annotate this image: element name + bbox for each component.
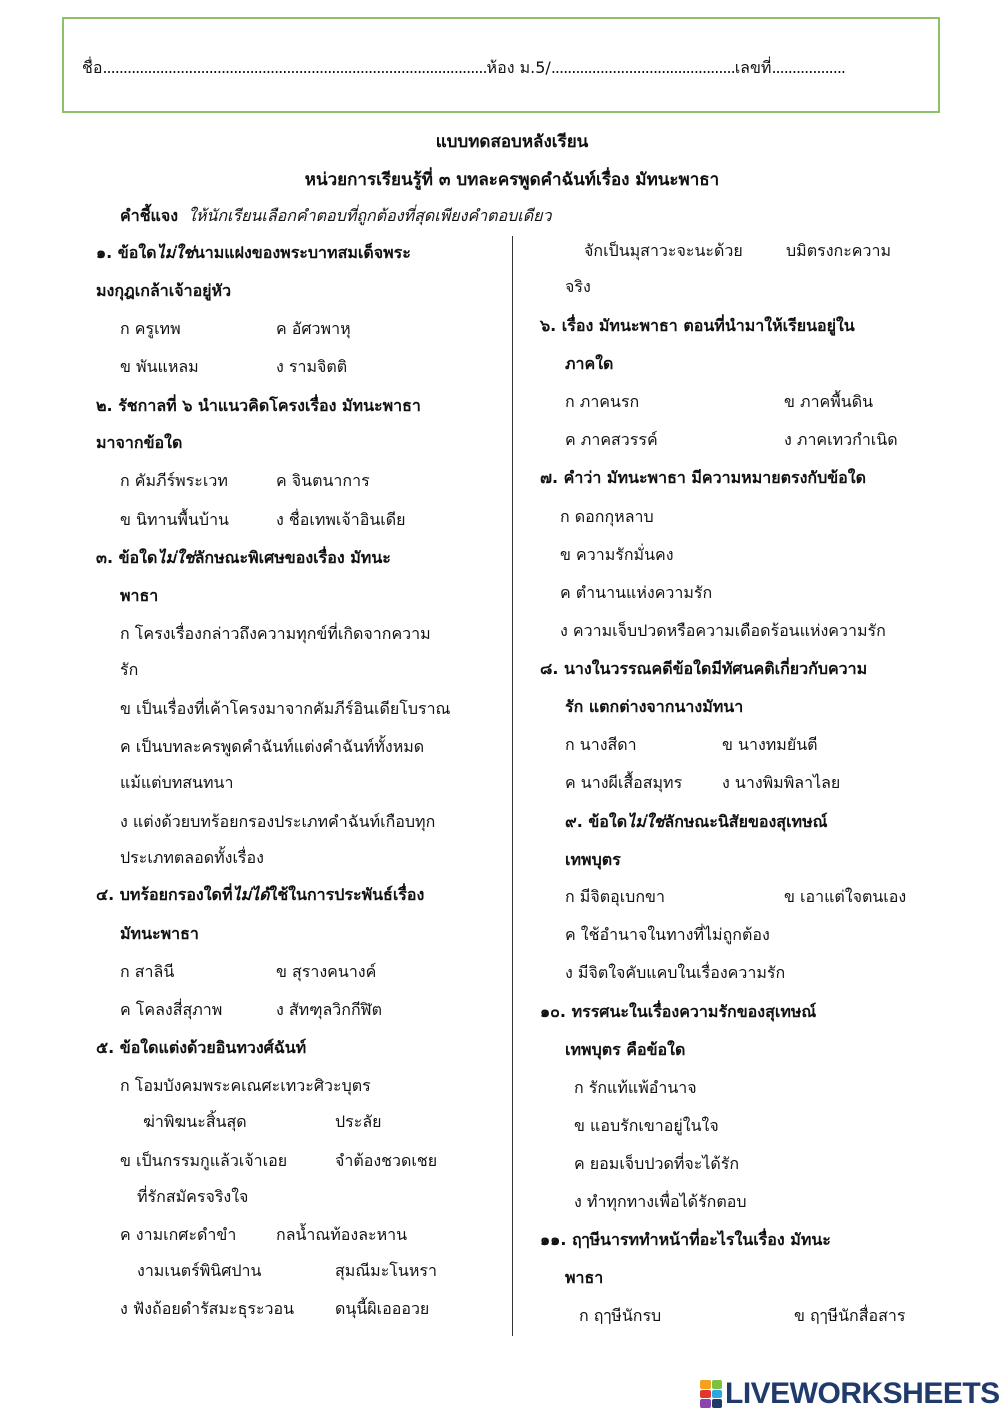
question-8-line2: รัก แตกต่างจากนางมัทนา (565, 697, 744, 716)
question-4: ๔. บทร้อยกรองใดที่ไม่ได้ใช้ในการประพันธ์เรื่อง (96, 885, 425, 904)
q5-option-c-cont-right: สุมณีมะโนหรา (335, 1261, 437, 1280)
q2-option-c[interactable]: ค จินตนาการ (276, 471, 370, 490)
q5-option-b-verse-right: จำต้องชวดเชย (335, 1151, 438, 1170)
page-subtitle: หน่วยการเรียนรู้ที่ ๓ บทละครพูดคำฉันท์เรื่อง มัทนะพาธา (304, 170, 720, 190)
q2-option-d[interactable]: ง ชื่อเทพเจ้าอินเดีย (276, 510, 406, 529)
instruction-text: ให้นักเรียนเลือกคำตอบที่ถูกต้องที่สุดเพียงคำตอบเดียว (188, 206, 552, 225)
q5-option-b[interactable]: ข เป็นกรรมกูแล้วเจ้าเอย (120, 1151, 288, 1170)
question-11: ๑๑. ฤๅษีนารททำหน้าที่อะไรในเรื่อง มัทนะ (540, 1230, 831, 1249)
question-2: ๒. รัชกาลที่ ๖ นำแนวคิดโครงเรื่อง มัทนะพาธา (96, 396, 421, 415)
q10-option-a[interactable]: ก รักแท้แพ้อำนาจ (574, 1078, 697, 1097)
q3-option-d-cont: ประเภทตลอดทั้งเรื่อง (120, 848, 264, 867)
q9-option-b[interactable]: ข เอาแต่ใจตนเอง (784, 887, 907, 906)
q6-option-d[interactable]: ง ภาคเทวกำเนิด (784, 430, 898, 449)
name-field[interactable]: .............................................................................................. (102, 58, 487, 77)
q8-option-c[interactable]: ค นางผีเสื้อสมุทร (565, 773, 683, 792)
q5-option-d-cont-end: จริง (565, 277, 591, 296)
column-divider (512, 236, 513, 1336)
q6-option-c[interactable]: ค ภาคสวรรค์ (565, 430, 658, 449)
q10-option-c[interactable]: ค ยอมเจ็บปวดที่จะได้รัก (574, 1154, 740, 1173)
q10-option-d[interactable]: ง ทำทุกทางเพื่อได้รักตอบ (574, 1192, 747, 1211)
q7-option-b[interactable]: ข ความรักมั่นคง (560, 545, 674, 564)
q6-option-b[interactable]: ข ภาคพื้นดิน (784, 392, 874, 411)
number-field[interactable]: .................. (771, 58, 845, 77)
q5-option-c-cont-left: งามเนตร์พินิศปาน (137, 1261, 262, 1280)
q9-option-a[interactable]: ก มีจิตอุเบกขา (565, 887, 665, 906)
q3-option-a-cont: รัก (120, 660, 139, 679)
page-title: แบบทดสอบหลังเรียน (435, 132, 589, 152)
q11-option-b[interactable]: ข ฤๅษีนักสื่อสาร (794, 1306, 906, 1325)
question-3: ๓. ข้อใดไม่ใช่ลักษณะพิเศษของเรื่อง มัทนะ (96, 548, 391, 567)
q2-option-b[interactable]: ข นิทานพื้นบ้าน (120, 510, 229, 529)
q5-option-d-cont-left: จักเป็นมุสาวะจะนะด้วย (584, 241, 743, 260)
name-label: ชื่อ (82, 58, 103, 77)
q5-option-a-verse-left: ฆ่าพิฆนะสิ้นสุด (143, 1112, 247, 1131)
q2-option-a[interactable]: ก คัมภีร์พระเวท (120, 471, 228, 490)
q5-option-d-cont-right: บมิตรงกะความ (786, 241, 891, 260)
question-10: ๑๐. ทรรศนะในเรื่องความรักของสุเทษณ์ (540, 1002, 817, 1021)
question-10-line2: เทพบุตร คือข้อใด (565, 1040, 686, 1059)
question-11-line2: พาธา (565, 1268, 604, 1287)
q3-option-d[interactable]: ง แต่งด้วยบทร้อยกรองประเภทคำฉันท์เกือบทุก (120, 812, 436, 831)
q4-option-d[interactable]: ง สัทฑุลวิกกีฬิต (276, 1000, 382, 1019)
q8-option-a[interactable]: ก นางสีดา (565, 735, 637, 754)
question-4-line2: มัทนะพาธา (120, 924, 199, 943)
liveworksheets-logo-text: LIVEWORKSHEETS (725, 1377, 1000, 1410)
q3-option-b[interactable]: ข เป็นเรื่องที่เค้าโครงมาจากคัมภีร์อินเดียโบราณ (120, 699, 451, 718)
room-label: ห้อง ม.5/ (486, 58, 551, 77)
number-label: เลขที่ (734, 58, 772, 77)
question-6: ๖. เรื่อง มัทนะพาธา ตอนที่นำมาให้เรียนอยู่ใน (540, 316, 855, 335)
question-6-line2: ภาคใด (565, 354, 614, 373)
q9-option-d[interactable]: ง มีจิตใจคับแคบในเรื่องความรัก (565, 963, 786, 982)
question-8: ๘. นางในวรรณคดีข้อใดมีทัศนคติเกี่ยวกับความ (540, 659, 868, 678)
q11-option-a[interactable]: ก ฤๅษีนักรบ (579, 1306, 662, 1325)
q8-option-b[interactable]: ข นางทมยันตี (722, 735, 818, 754)
question-9-line2: เทพบุตร (565, 850, 621, 869)
q3-option-a[interactable]: ก โครงเรื่องกล่าวถึงความทุกข์ที่เกิดจากความ (120, 624, 431, 643)
q1-option-d[interactable]: ง รามจิตติ (276, 357, 348, 376)
q4-option-b[interactable]: ข สุรางคนางค์ (276, 962, 377, 981)
q5-option-b-cont: ที่รักสมัครจริงใจ (137, 1187, 249, 1206)
question-3-line2: พาธา (120, 586, 159, 605)
q3-option-c[interactable]: ค เป็นบทละครพูดคำฉันท์แต่งคำฉันท์ทั้งหมด (120, 737, 425, 756)
q1-option-c[interactable]: ค อัศวพาหุ (276, 319, 351, 338)
instruction-label: คำชี้แจง (120, 206, 179, 225)
liveworksheets-logo[interactable] (700, 1377, 1000, 1411)
q7-option-a[interactable]: ก ดอกกุหลาบ (560, 507, 654, 526)
question-7: ๗. คำว่า มัทนะพาธา มีความหมายตรงกับข้อใด (540, 468, 866, 487)
q7-option-d[interactable]: ง ความเจ็บปวดหรือความเดือดร้อนแห่งความรัก (560, 621, 886, 640)
question-1: ๑. ข้อใดไม่ใช่นามแฝงของพระบาทสมเด็จพระ (96, 243, 411, 262)
q3-option-c-cont: แม้แต่บทสนทนา (120, 773, 234, 792)
instruction (120, 204, 552, 229)
q1-option-b[interactable]: ข พันแหลม (120, 357, 199, 376)
room-field[interactable]: ............................................. (550, 58, 735, 77)
q5-option-d[interactable]: ง ฟังถ้อยดำรัสมะธุระวอน (120, 1299, 295, 1318)
q5-option-c-verse-right: กลน้ำณท้องละหาน (276, 1225, 408, 1244)
q5-option-a[interactable]: ก โอมบังคมพระคเณศะเทวะศิวะบุตร (120, 1076, 371, 1095)
liveworksheets-logo-icon (700, 1380, 722, 1408)
q6-option-a[interactable]: ก ภาคนรก (565, 392, 640, 411)
q9-option-c[interactable]: ค ใช้อำนาจในทางที่ไม่ถูกต้อง (565, 925, 770, 944)
question-2-line2: มาจากข้อใด (96, 433, 183, 452)
q5-option-d-verse-right: ดนุนี้ผิเอออวย (335, 1299, 430, 1318)
q5-option-a-verse-right: ประลัย (335, 1112, 382, 1131)
student-info-line (82, 56, 845, 81)
q7-option-c[interactable]: ค ตำนานแห่งความรัก (560, 583, 713, 602)
question-9: ๙. ข้อใดไม่ใช่ลักษณะนิสัยของสุเทษณ์ (565, 812, 828, 831)
q5-option-c[interactable]: ค งามเกศะดำขำ (120, 1225, 237, 1244)
q4-option-a[interactable]: ก สาลินี (120, 962, 175, 981)
q8-option-d[interactable]: ง นางพิมพิลาไลย (722, 773, 841, 792)
question-5: ๕. ข้อใดแต่งด้วยอินทวงศ์ฉันท์ (96, 1038, 307, 1057)
question-1-line2: มงกุฎเกล้าเจ้าอยู่หัว (96, 281, 232, 300)
q10-option-b[interactable]: ข แอบรักเขาอยู่ในใจ (574, 1116, 719, 1135)
q4-option-c[interactable]: ค โคลงสี่สุภาพ (120, 1000, 223, 1019)
q1-option-a[interactable]: ก ครูเทพ (120, 319, 181, 338)
